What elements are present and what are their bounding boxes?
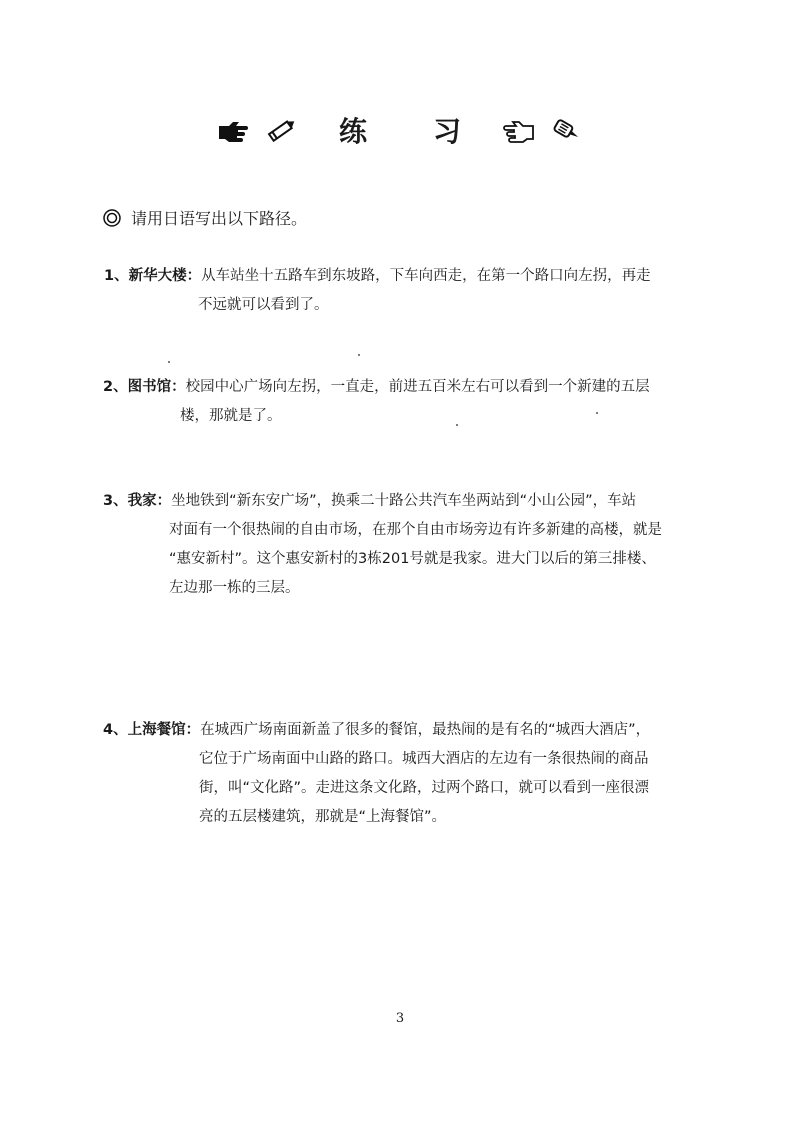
exercise-item-3 — [103, 487, 662, 603]
exercise-item-2 — [103, 373, 650, 431]
item-text-line: 校园中心广场向左拐，一直走，前进五百米左右可以看到一个新建的五层 — [185, 379, 650, 395]
item-text-line: 在城西广场南面新盖了很多的餐馆，最热闹的是有名的“城西大酒店”， — [200, 722, 651, 738]
item-text-line: 左边那一栋的三层。 — [169, 580, 300, 596]
item-number: 4、 — [103, 722, 128, 738]
item-heading: 上海餐馆： — [127, 722, 201, 738]
item-number: 3、 — [103, 493, 128, 509]
exercise-item-4 — [103, 716, 650, 832]
item-text-line: 街，叫“文化路”。走进这条文化路，过两个路口，就可以看到一座很漂 — [199, 780, 650, 796]
writing-hand-icon — [549, 116, 583, 144]
item-text-line: 它位于广场南面中山路的路口。城西大酒店的左边有一条很热闹的商品 — [199, 751, 649, 767]
instruction-line — [103, 206, 307, 229]
pointing-hand-icon — [217, 116, 251, 144]
item-text-line: 楼，那就是了。 — [180, 408, 282, 424]
scan-speck — [596, 412, 598, 414]
title-char-2: 习 — [433, 115, 462, 148]
exercise-item-1 — [104, 262, 651, 320]
item-text-line: 坐地铁到“新东安广场”，换乘二十路公共汽车坐两站到“小山公园”，车站 — [171, 493, 637, 509]
item-heading: 图书馆： — [127, 379, 186, 395]
item-heading: 我家： — [127, 493, 172, 509]
item-text-line: 从车站坐十五路车到东坡路，下车向西走，在第一个路口向左拐，再走 — [201, 268, 651, 284]
item-heading: 新华大楼： — [128, 268, 202, 284]
exercise-title — [0, 108, 800, 152]
title-char-1: 练 — [338, 115, 367, 148]
instruction-text: 请用日语写出以下路径。 — [131, 209, 308, 228]
double-circle-icon — [103, 209, 121, 227]
page-number: 3 — [395, 1011, 405, 1026]
item-number: 2、 — [103, 379, 128, 395]
scan-speck — [456, 424, 458, 426]
item-text-line: 不远就可以看到了。 — [198, 297, 329, 313]
pencil-icon — [265, 116, 299, 144]
item-text-line: “惠安新村”。这个惠安新村的3栋201号就是我家。进大门以后的第三排楼、 — [169, 551, 656, 567]
item-text-line: 对面有一个很热闹的自由市场，在那个自由市场旁边有许多新建的高楼，就是 — [169, 522, 662, 538]
scan-speck — [168, 361, 170, 363]
item-number: 1、 — [104, 268, 129, 284]
scan-speck — [358, 354, 360, 356]
pointing-hand-icon — [501, 116, 535, 144]
item-text-line: 亮的五层楼建筑，那就是“上海餐馆”。 — [199, 809, 447, 825]
